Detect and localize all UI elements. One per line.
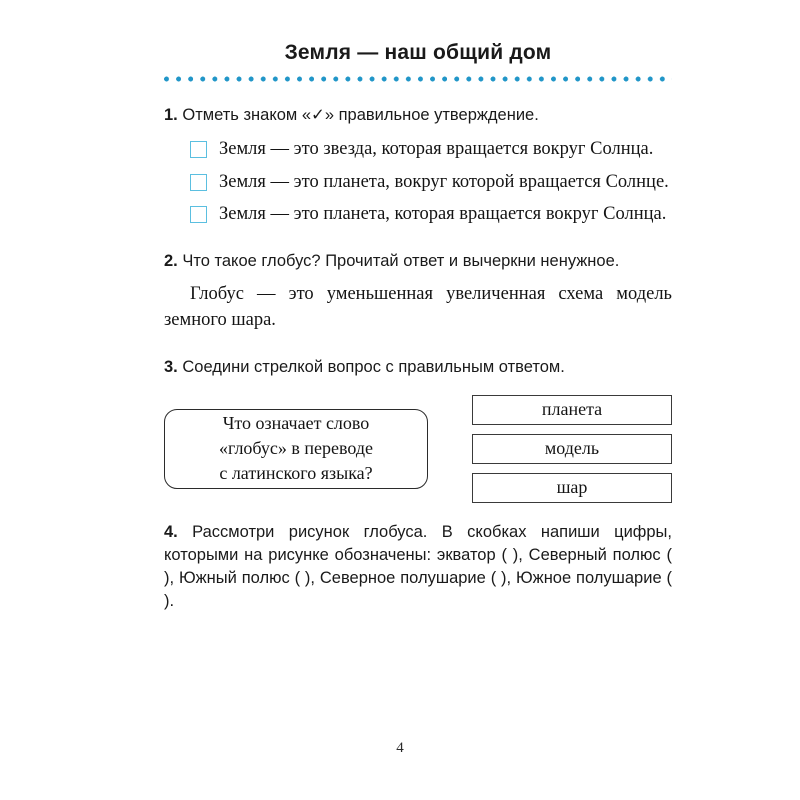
- option-row[interactable]: [164, 169, 672, 196]
- page-title: Земля — наш общий дом: [284, 41, 552, 64]
- dotted-divider: [164, 76, 672, 82]
- task-1-prompt-text: Отметь знаком «✓» правильное утверждение.: [182, 106, 539, 124]
- option-label: Земля — это звезда, которая вращается вокруг Солнца.: [219, 139, 654, 159]
- option-label: Земля — это планета, вокруг которой вращается Солнце.: [219, 171, 669, 192]
- question-box-line: Что означает слово: [222, 413, 370, 433]
- checkbox-icon[interactable]: [190, 141, 207, 158]
- task-2-number: 2.: [164, 251, 178, 270]
- task-2-prompt-text: Что такое глобус? Прочитай ответ и вычеркни ненужное.: [182, 251, 620, 270]
- checkbox-icon[interactable]: [190, 206, 207, 223]
- answer-box-column: [472, 395, 672, 503]
- task-3-matching-area: [164, 395, 672, 499]
- task-1-options: [164, 136, 672, 228]
- task-3: [164, 356, 672, 499]
- question-box-line: «глобус» в переводе: [218, 438, 374, 458]
- question-box[interactable]: [164, 409, 428, 489]
- task-3-prompt: [164, 356, 672, 379]
- question-box-line: с латинского языка?: [219, 463, 373, 483]
- answer-box[interactable]: модель: [472, 434, 672, 464]
- task-3-prompt-text: Соедини стрелкой вопрос с правильным ответом.: [182, 357, 565, 376]
- page-number: 4: [396, 740, 404, 756]
- task-1-prompt: [164, 104, 672, 127]
- checkbox-icon[interactable]: [190, 174, 207, 191]
- option-row[interactable]: [164, 201, 672, 228]
- task-4-number: 4.: [164, 522, 178, 541]
- task-2-answer-paragraph[interactable]: Глобус — это уменьшенная увеличенная схема модель земного шара.: [164, 283, 672, 330]
- task-4: [164, 521, 672, 613]
- answer-box[interactable]: планета: [472, 395, 672, 425]
- task-1: [164, 104, 672, 228]
- task-1-number: 1.: [164, 106, 178, 124]
- task-4-prompt: [164, 521, 672, 613]
- page-content: [164, 40, 672, 613]
- task-2: [164, 250, 672, 334]
- option-row[interactable]: [164, 136, 672, 163]
- task-3-number: 3.: [164, 357, 178, 376]
- answer-box[interactable]: шар: [472, 473, 672, 503]
- option-label: Земля — это планета, которая вращается вокруг Солнца.: [219, 204, 667, 224]
- task-2-prompt: [164, 250, 672, 273]
- task-4-prompt-text: Рассмотри рисунок глобуса. В скобках напиши цифры, которыми на рисунке обозначены: экватор ( ), Северный полюс ( ), Южный полюс ( ), Северное полушарие ( ), Южное полушарие ( ).: [164, 522, 672, 610]
